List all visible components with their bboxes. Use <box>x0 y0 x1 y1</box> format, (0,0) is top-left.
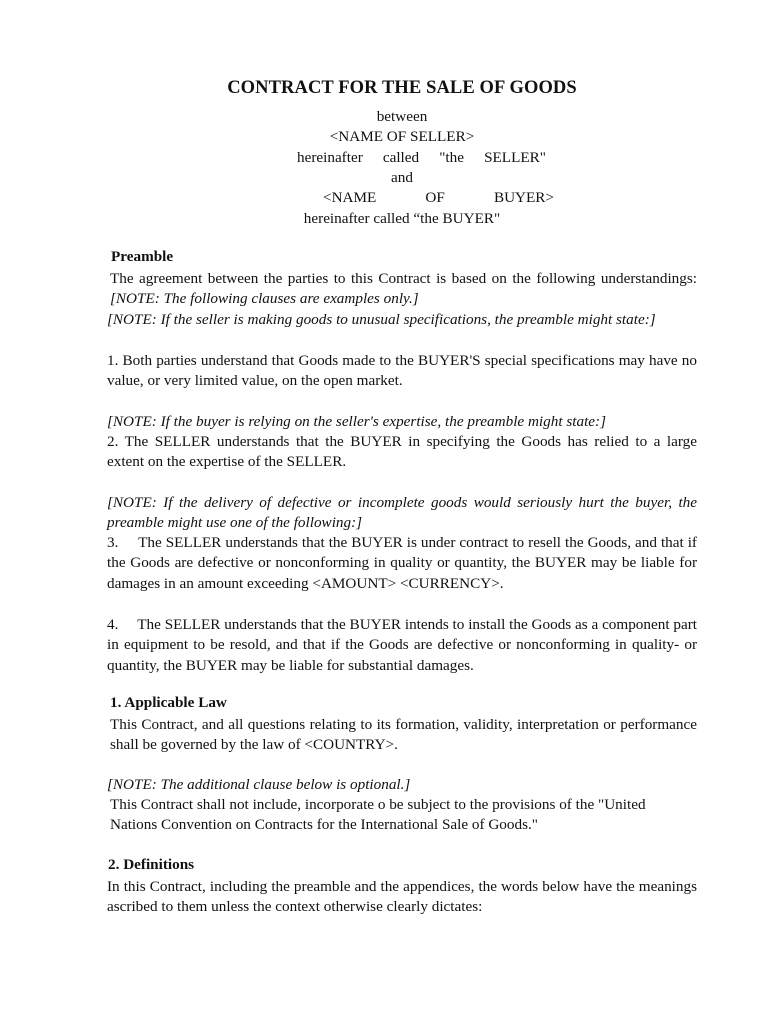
preamble-intro-text: The agreement between the parties to this Contract is based on the following understandings: <box>110 270 697 287</box>
header-seller-called <box>297 148 546 168</box>
preamble-intro <box>110 269 697 310</box>
preamble-item-1: 1. Both parties understand that Goods made to the BUYER'S special specifications may have no value, or very limited value, on the open market. <box>107 352 697 390</box>
header-seller-called-word: hereinafter <box>297 149 363 166</box>
header-buyer-name-word: BUYER> <box>493 189 554 206</box>
header-seller-called-word: called <box>382 149 420 166</box>
header-between: between <box>376 108 428 125</box>
preamble-heading: Preamble <box>111 248 174 265</box>
section-1-text: This Contract, and all questions relating to its formation, validity, interpretation or performance shall be governed by the law of <COUNTRY>. <box>110 716 697 754</box>
preamble-intro-note: [NOTE: The following clauses are examples only.] <box>110 290 419 308</box>
document-title: CONTRACT FOR THE SALE OF GOODS <box>227 78 577 98</box>
section-2-heading: 2. Definitions <box>108 856 195 873</box>
header-seller-called-word: "the <box>439 149 464 166</box>
header-and: and <box>391 169 413 186</box>
preamble-item-4: 4. The SELLER understands that the BUYER intends to install the Goods as a component part in equipment to be resold, and that if the Goods are defective or nonconforming in quality- or quantity, the BUYER may be liable for substantial damages. <box>107 616 701 674</box>
section-2-text: In this Contract, including the preamble and the appendices, the words below have the meanings ascribed to them unless the context otherwise clearly dictates: <box>107 878 697 916</box>
header-buyer-name-word: OF <box>425 189 445 206</box>
preamble-note-2: [NOTE: If the buyer is relying on the seller's expertise, the preamble might state:] <box>107 413 606 430</box>
preamble-item-3: 3. The SELLER understands that the BUYER is under contract to resell the Goods, and that if the Goods are defective or nonconforming in quality or quantity, the BUYER may be liable for damages in an amount exceeding <AMOUNT> <CURRENCY>. <box>107 534 701 592</box>
section-1-heading: 1. Applicable Law <box>110 694 227 711</box>
section-1-note: [NOTE: The additional clause below is optional.] <box>107 776 411 793</box>
header-buyer-name <box>323 188 554 208</box>
header-buyer-called: hereinafter called “the BUYER" <box>303 210 501 227</box>
section-1-text-2: This Contract shall not include, incorporate o be subject to the provisions of the "United Nations Convention on Contracts for the International Sale of Goods." <box>110 796 646 834</box>
header-seller-called-word: SELLER" <box>484 149 546 166</box>
preamble-item-2: 2. The SELLER understands that the BUYER in specifying the Goods has relied to a large extent on the expertise of the SELLER. <box>107 433 697 471</box>
header-seller-name: <NAME OF SELLER> <box>329 128 475 145</box>
preamble-note-1: [NOTE: If the seller is making goods to unusual specifications, the preamble might state:] <box>107 311 656 328</box>
preamble-note-3: [NOTE: If the delivery of defective or incomplete goods would seriously hurt the buyer, the preamble might use one of the following:] <box>107 494 697 532</box>
header-buyer-name-word: <NAME <box>323 189 377 206</box>
